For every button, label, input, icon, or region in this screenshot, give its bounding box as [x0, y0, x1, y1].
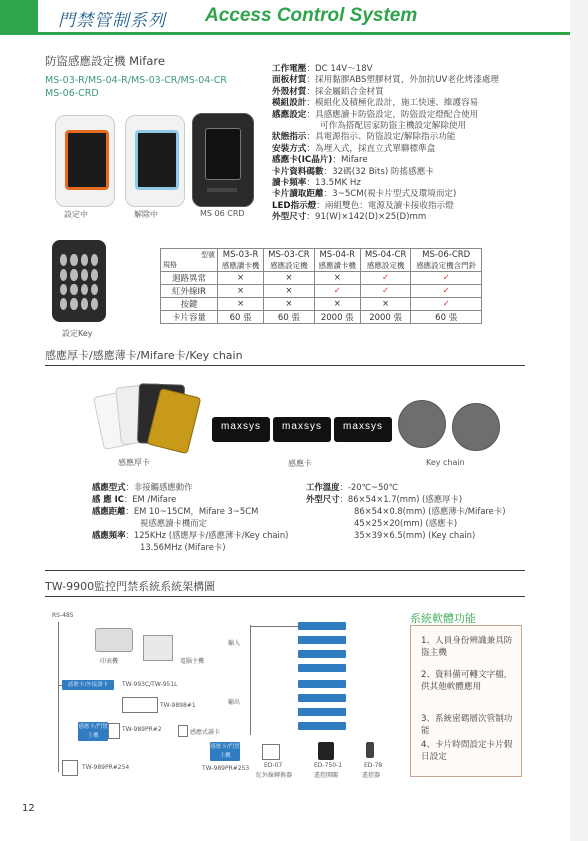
spec-key: 工作電壓: [272, 64, 307, 74]
reader-setting-image: [55, 115, 115, 207]
label-ed750: ED-750-1: [314, 762, 343, 769]
table-cell: ×: [264, 298, 315, 311]
label-tw9913: TW-9898#1: [160, 702, 196, 709]
spec-key: 讀卡頻率: [272, 178, 307, 189]
caption-unset: 解除中: [134, 210, 158, 219]
table-cell: ×: [218, 285, 264, 298]
spec-value: 13.56MHz (Mifare卡): [140, 542, 226, 552]
spec-key: 外型尺寸: [272, 212, 307, 223]
spec-row: [306, 505, 526, 517]
spec-row: [92, 541, 302, 553]
spec-row: [306, 481, 526, 493]
spec-value: 視感應讀卡機而定: [140, 518, 207, 528]
page-number: 12: [22, 803, 35, 814]
table-cell: 60 張: [264, 311, 315, 324]
wire-a: [58, 685, 62, 686]
spec-value: ：DC 14V～18V: [306, 64, 373, 74]
spec-value: ：EM /Mifare: [123, 494, 177, 504]
spec-value: 45×25×20(mm) (感應卡): [354, 518, 458, 528]
comparison-table: [160, 248, 482, 324]
spec-value: ：為埋入式，採直立式單聯標準盒: [306, 143, 436, 154]
spec-key: 感 應 IC: [92, 494, 124, 504]
column-desc: 感應設定機: [270, 260, 308, 270]
label-ed750-sub: 遙控開關: [314, 772, 339, 779]
label-output: 輸出: [228, 699, 241, 706]
spec-key: 感應距離: [92, 506, 126, 516]
feature-item: 2、資料備可轉文字檔，供其他軟體應用: [421, 670, 513, 692]
label-host: 電腦主機: [180, 658, 205, 665]
printer-image: [95, 628, 133, 652]
software-features-box: [410, 625, 522, 777]
table-cell: ×: [314, 272, 360, 285]
io-box-6: [298, 694, 346, 702]
spec-row: [272, 155, 572, 166]
column-model: MS-04-R: [319, 249, 356, 260]
brand-label: maxsys: [282, 421, 322, 432]
spec-value: 86×54×0.8(mm) (感應薄卡/Mifare卡): [354, 506, 506, 516]
system-section-rule: [45, 596, 525, 597]
spec-value: ：具感應讀卡防盜設定，防盜設定燈配合使用: [306, 109, 479, 120]
spec-row: [272, 201, 572, 212]
keychain-image-1: [398, 400, 446, 448]
label-printer: 印表機: [100, 658, 119, 665]
label-tw993: TW-993C/TW-951L: [122, 681, 178, 688]
sensor-box: [178, 725, 188, 737]
spec-value: ：86×54×1.7(mm) (感應厚卡): [339, 494, 463, 504]
models-line-1: MS-03-R/MS-04-R/MS-03-CR/MS-04-CR: [45, 75, 227, 86]
system-section-rule-top: [45, 570, 525, 571]
table-cell: 2000 張: [360, 311, 411, 324]
reader-ms06-image: [192, 113, 254, 207]
spec-value: 35×39×6.5(mm) (Key chain): [354, 530, 476, 540]
table-row: [161, 311, 482, 324]
page-edge: [570, 0, 588, 841]
column-desc: 感應設定機: [366, 260, 405, 270]
feature-item: 1、人員身份辨識兼具防盜主機: [421, 636, 513, 658]
column-header: [360, 249, 411, 272]
column-model: MS-03-CR: [268, 249, 310, 260]
spec-row: [92, 481, 302, 493]
product-spec-list: [272, 64, 572, 224]
table-cell: 60 張: [411, 311, 482, 324]
table-cell: ✓: [314, 285, 360, 298]
spec-key: 感應卡(IC晶片): [272, 155, 333, 166]
spec-value: ：-20℃~50℃: [339, 482, 399, 492]
spec-key: 感應型式: [92, 482, 126, 492]
table-cell: 60 張: [218, 311, 264, 324]
spec-key: 卡片資料碼數: [272, 166, 324, 177]
spec-key: 模組設計: [272, 98, 307, 109]
header-accent-block: [0, 0, 38, 32]
spec-row: [272, 98, 572, 109]
spec-row: [272, 189, 572, 200]
table-cell: ✓: [360, 285, 411, 298]
spec-row: [272, 75, 572, 86]
spec-value: ：兩組雙色：電源及讀卡接收指示燈: [316, 200, 454, 211]
spec-key: 面板材質: [272, 75, 307, 86]
controller-1: [122, 697, 158, 713]
row-label: 卡片容量: [161, 311, 218, 324]
spec-value: ：EM 10~15CM，Mifare 3~5CM: [125, 506, 259, 516]
table-corner: [161, 249, 218, 272]
spec-key: LED指示燈: [272, 200, 317, 211]
cards-section-rule: [45, 365, 525, 366]
column-desc: 感應設定機含門鈴: [416, 260, 477, 270]
spec-row: [306, 493, 526, 505]
brand-label: maxsys: [221, 421, 261, 432]
spec-row: [272, 121, 572, 132]
label-rs485: RS-485: [52, 612, 74, 619]
wire-trunk: [250, 625, 251, 735]
row-label: 迴路異常: [161, 272, 218, 285]
row-label: 紅外線IR: [161, 285, 218, 298]
wire-io: [250, 626, 298, 627]
controller-254: [62, 760, 78, 776]
corner-top: 型號: [201, 251, 215, 259]
spec-key: 狀態指示: [272, 132, 307, 143]
label-ed07: ED-07: [264, 762, 283, 769]
caption-ms06: MS 06 CRD: [200, 209, 245, 218]
spec-value: ：Mifare: [332, 155, 368, 166]
column-header: [411, 249, 482, 272]
table-cell: ×: [314, 298, 360, 311]
spec-key: 感應設定: [272, 109, 307, 120]
product-models: [45, 74, 245, 100]
spec-key: 外殼材質: [272, 86, 307, 97]
box-label: 感應卡/外接讀卡: [67, 682, 109, 688]
ed78-image: [366, 742, 374, 758]
door-host-box: [78, 722, 108, 741]
table-cell: ✓: [411, 285, 482, 298]
spec-key: 外型尺寸: [306, 494, 340, 504]
spec-row: [272, 132, 572, 143]
spec-row: [306, 529, 526, 541]
table-row: [161, 298, 482, 311]
brand-label: maxsys: [343, 421, 383, 432]
table-cell: ✓: [411, 272, 482, 285]
spec-row: [272, 87, 572, 98]
column-model: MS-06-CRD: [422, 249, 471, 260]
caption-setting: 設定中: [64, 210, 88, 219]
label-tw9925: TW-989PR#254: [82, 764, 130, 771]
caption-keychain: Key chain: [426, 458, 465, 467]
table-cell: ✓: [411, 298, 482, 311]
header-title-cn: 門禁管制系列: [58, 11, 166, 31]
ed07-image: [262, 744, 280, 760]
corner-bottom: 規格: [163, 261, 177, 269]
spec-value: ：13.5MK Hz: [306, 178, 361, 189]
caption-thick-card: 感應厚卡: [118, 458, 150, 467]
software-features-title: 系統軟體功能: [410, 612, 476, 625]
table-cell: ×: [218, 298, 264, 311]
io-box-1: [298, 622, 346, 630]
feature-item: 4、卡片時間設定卡片假日設定: [421, 740, 513, 762]
column-desc: 感應讀卡機: [318, 260, 357, 270]
table-cell: ×: [264, 272, 315, 285]
header-rule: [0, 32, 588, 35]
key-card-black-1: [212, 417, 270, 442]
io-box-7: [298, 708, 346, 716]
column-model: MS-03-R: [222, 249, 259, 260]
label-sensor: 感應式讀卡: [190, 729, 221, 736]
card-spec-left: [92, 481, 302, 553]
label-ed78-sub: 遙控器: [362, 772, 381, 779]
table-row: [161, 285, 482, 298]
remote-key-image: [52, 240, 106, 322]
spec-row: [272, 110, 572, 121]
label-input: 輸入: [228, 640, 241, 647]
spec-key: 工作溫度: [306, 482, 340, 492]
system-section-title: TW-9900監控門禁系統系統架構圖: [45, 580, 216, 593]
table-cell: 2000 張: [314, 311, 360, 324]
product-title: 防盜感應設定機 Mifare: [45, 54, 165, 68]
column-header: [314, 249, 360, 272]
column-header: [218, 249, 264, 272]
io-box-4: [298, 664, 346, 672]
key-card-black-2: [273, 417, 331, 442]
spec-row: [92, 529, 302, 541]
spec-row: [272, 167, 572, 178]
spec-row: [306, 517, 526, 529]
table-header-row: [161, 249, 482, 272]
spec-row: [272, 178, 572, 189]
row-label: 按鍵: [161, 298, 218, 311]
table-cell: ✓: [360, 272, 411, 285]
spec-key: 卡片讀取距離: [272, 189, 324, 200]
spec-key: 感應頻率: [92, 530, 126, 540]
spec-value: ：3~5CM(視卡片型式及環境而定): [323, 189, 457, 200]
table-row: [161, 272, 482, 285]
spec-row: [272, 212, 572, 223]
spec-value: ：採金屬鋁合金材質: [306, 86, 384, 97]
spec-row: [272, 64, 572, 75]
table-cell: ×: [218, 272, 264, 285]
spec-value: ：125KHz (感應厚卡/感應薄卡/Key chain): [125, 530, 289, 540]
card-spec-right: [306, 481, 526, 541]
spec-row: [92, 505, 302, 517]
spec-value: ：模組化及積極化設計，施工快速、維護容易: [306, 98, 479, 109]
keychain-image-2: [452, 403, 500, 451]
spec-value: ：32碼(32 Bits) 防搖感應卡: [323, 166, 434, 177]
spec-key: 安裝方式: [272, 143, 307, 154]
label-ed07-sub: 紅外線轉換器: [256, 772, 293, 779]
label-tw9912: TW-989PR#2: [122, 726, 162, 733]
host-computer-image: [143, 635, 173, 661]
caption-remote-key: 設定Key: [62, 329, 93, 338]
door-host-box-2: [210, 742, 240, 761]
label-tw9925b: TW-989PR#253: [202, 765, 250, 772]
ed750-image: [318, 742, 334, 760]
rs485-bus-line: [58, 622, 59, 772]
spec-value: ：具電源指示、防盜設定/解除指示功能: [306, 132, 456, 143]
cards-section-title: 感應厚卡/感應薄卡/Mifare卡/Key chain: [45, 349, 243, 362]
table-cell: ×: [360, 298, 411, 311]
caption-card: 感應卡: [288, 459, 312, 468]
column-header: [264, 249, 315, 272]
io-box-5: [298, 680, 346, 688]
spec-row: [92, 493, 302, 505]
io-box-8: [298, 722, 346, 730]
table-cell: ×: [264, 285, 315, 298]
controller-2: [108, 723, 120, 739]
column-model: MS-04-CR: [364, 249, 407, 260]
ext-reader-box: [62, 680, 114, 690]
spec-row: [272, 144, 572, 155]
key-card-black-3: [334, 417, 392, 442]
spec-value: 可作為搭配居家防盜主機設定解除使用: [320, 121, 467, 132]
io-box-2: [298, 636, 346, 644]
column-desc: 感應讀卡機: [221, 260, 260, 270]
spec-value: ：非接觸感應動作: [125, 482, 193, 492]
spec-value: ：採用黏膠ABS塑膠材質，外加抗UV老化烤漆處理: [306, 75, 499, 86]
feature-item: 3、系統密碼層次管制功能: [421, 714, 513, 736]
box-label: 感應卡/門禁主機: [210, 744, 240, 759]
box-label: 感應卡/門禁主機: [78, 724, 108, 739]
models-line-2: MS-06-CRD: [45, 88, 99, 99]
spec-value: ：91(W)×142(D)×25(D)mm: [306, 212, 427, 223]
label-ed78: ED-78: [364, 762, 383, 769]
spec-row: [92, 517, 302, 529]
reader-unset-image: [125, 115, 185, 207]
header-title-en: Access Control System: [205, 5, 418, 26]
io-box-3: [298, 650, 346, 658]
